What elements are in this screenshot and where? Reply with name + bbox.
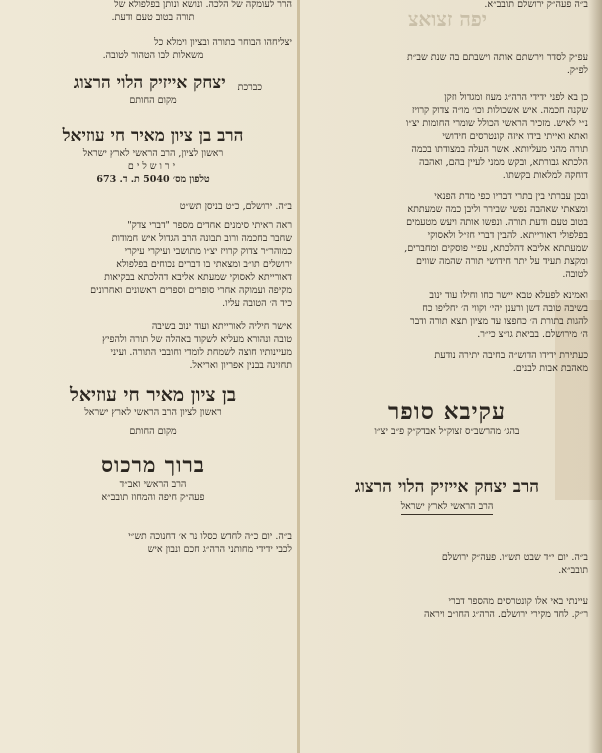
uziel-p3-line-2: טובה ונהורא מעליא לשקוד באהלה של תורה ולהפיץ <box>102 334 292 345</box>
signature-sofer-title: בהג׳ מהרשב״ס זצוק״ל אבדק״ק פ״ב יצ״ו <box>374 426 520 437</box>
sofer-p3-line-1: ובכן עברתי בין בתרי דבריו כפי מדת הפנאי <box>434 191 588 202</box>
sofer-p3-line-4: בפלפולי דאורייתא. להבין דברי חז״ל ולאסוקי <box>427 230 588 241</box>
letterhead-city: ירושלים <box>127 161 179 172</box>
letterhead-uziel-name: הרב בן ציון מאיר חי עוזיאל <box>62 126 244 146</box>
sofer-p2-line-2: שקנה חכמה. איש אשכולות וכו׳ מו״ה צדוק קרויז <box>411 105 588 116</box>
signature-uziel-title: ראשון לציון הרב הראשי לארץ ישראל <box>84 407 222 418</box>
sofer-p4-line-2: בשיבה טובה דשן ורענן יהי׳ וקווי ה׳ יחליפו כח <box>422 303 588 314</box>
letterhead-herzog-title: הרב הראשי לארץ ישראל <box>401 500 494 515</box>
letterhead-phone: טלפון מס׳ 5040 ת. ד. 673 <box>96 174 210 185</box>
sofer-p2-line-3: נ״י לאיש. מזכיר הראשי הכולל שומרי החומות יצ״ו <box>405 118 588 129</box>
left-p1-line-2: משאלות לבו הטהור לטובה. <box>102 50 204 61</box>
herzog-letter-date-2: תובב״א. <box>558 565 588 576</box>
column-divider <box>297 0 300 753</box>
herzog-letter-date: ב״ה. יום י״ד שבט תש״ו. פעה״ק ירושלם <box>441 552 588 563</box>
uziel-p3-line-3: מעיינותיו חוצה לשמחת לומדי וחובבי התורה. ועיני <box>110 347 292 358</box>
marcus-letter-date: ב״ה. יום כ״ה לחדש כסלו נר א׳ דחנוכה תש״י <box>128 531 292 542</box>
sofer-p2-line-1: כן בא לפני ידידי הרה״ג מעוז ומגדול וזקן <box>444 92 588 103</box>
uziel-p2-line-4: ירושלים תו״ב ומצאתי בו דברים נכוחים בפלפולא <box>116 259 292 270</box>
sofer-p4-line-1: ואמינא לפעלא טבא יישר כחו וחילו עוד ינוב <box>429 290 588 301</box>
left-p1-line-1: יצליחהו הבוחר בתורה ובציון וימלא כל <box>154 37 292 48</box>
sofer-p2-line-7: דוחקה למלאות בקשתו. <box>502 170 588 181</box>
sofer-p3-line-3: בטוב טעם ודעת תורה. ונפשו אותה ויעש מטעמים <box>406 217 588 228</box>
signature-uziel: בן ציון מאיר חי עוזיאל <box>69 384 237 406</box>
uziel-p2-line-5: דאורייתא לאסוקי שמעתא אליבא דהלכתא בבקיאות <box>104 272 292 283</box>
signature-marcus-title: הרב הראשי ואב״ד <box>119 479 187 490</box>
uziel-letter-date: ב״ה. ירושלם, כ״ט בניסן תש״ט <box>179 201 292 212</box>
sofer-p1-line-1: עפ״ק לסדר וירשתם אותה וישבתם בה שנת שב״ת <box>406 52 588 63</box>
herzog-p-line-2: ר״ק. לחד מקירי ירושלם. הרה״ג החו״ב ויראה <box>423 609 588 620</box>
right-top-line: ב״ה פעה״ק ירושלם תובב״א. <box>484 0 588 10</box>
right-column <box>306 0 588 621</box>
uziel-p2-line-7: כיד ה׳ הטובה עליו. <box>222 298 292 309</box>
signature-sofer: עקיבא סופר <box>388 399 506 425</box>
herzog-p-line-1: עיינתי באי אלו קונטרסים מהספר דברי <box>448 596 588 607</box>
letterhead-herzog-name: הרב יצחק אייזיק הלוי הרצוג <box>354 477 540 497</box>
sofer-p3-line-2: ומצאתי שאהבה נפשי שבירר וליבן כמה שמעתתא <box>407 204 588 215</box>
sofer-p5-line-2: מאהבת אבות לבנים. <box>512 363 588 374</box>
left-top-line-1: הרר לעומקה של הלכה. ונושא ונותן בפלפולא של <box>114 0 292 10</box>
sofer-p3-line-7: לטובה. <box>562 269 588 280</box>
uziel-p2-line-2: שחבר בחכמה ורוב תבונה הרב הגדול איש חמודות <box>111 233 292 244</box>
uziel-p3-line-1: אישר חיליה לאורייתא ועוד ינוב בשיבה <box>151 321 292 332</box>
sofer-p2-line-6: הלכתא גבורתא, ובקש ממני לעיין בהם, ואהבה <box>418 157 588 168</box>
sofer-p2-line-4: ואתא ואייתי בידו איזה קונטרסים חידושי <box>442 131 588 142</box>
sofer-p5-line-1: כעתירת ידידו הדוש״ה בחיבה יתירה נודעת <box>434 350 588 361</box>
seal-place-2: מקום החותם <box>129 426 177 437</box>
sofer-p3-line-6: ומקצת תעיד על יתר חידושי תורה שהמה שווים <box>415 256 588 267</box>
left-column <box>14 0 292 556</box>
marcus-letter-line-2: לכבי ידידי מחותני הרה״ג חכם ונבון איש <box>147 544 292 555</box>
uziel-p3-line-4: תחזינה בבנין אפריון ואריאל. <box>189 360 292 371</box>
blessing-word: כברכת <box>237 82 262 93</box>
sofer-p4-line-4: ה׳ מירושלם. בביאת גו״צ כי״ר. <box>477 329 588 340</box>
letterhead-uziel-title: ראשון לציון, הרב הראשי לארץ ישראל <box>82 148 224 159</box>
uziel-p2-line-1: ראה ראיתי סימנים אחדים מספר "דברי צדק" <box>127 220 292 231</box>
signature-herzog-left: יצחק אייזיק הלוי הרצוג <box>73 73 226 93</box>
sofer-p1-line-2: לפ״ק. <box>566 65 588 76</box>
signature-marcus: ברוך מרכוס <box>101 452 205 477</box>
uziel-p2-line-6: מקיפה ועמוקה אחרי סופרים וספרים ראשונים ואחרונים <box>90 285 292 296</box>
seal-place-1: מקום החותם <box>129 95 177 106</box>
sofer-p4-line-3: להגות בתורת ה׳ כחפצו עד מציון תצא תורה ודבר <box>410 316 588 327</box>
signature-marcus-city: פעה״ק חיפה והמחוז תובב״א <box>101 492 205 503</box>
sofer-p3-line-5: שמעתתא אליבא דהלכתא, עפ״י פוסקים ומחברים, <box>404 243 588 254</box>
faint-letterhead: יפה זצואצ <box>407 7 488 31</box>
left-top-line-2: תורה בטוב טעם ודעת. <box>111 12 195 23</box>
uziel-p2-line-3: כמוהר״ר צדוק קרויז יצ״ו מתושבי ועיקרי עיקרי <box>124 246 292 257</box>
sofer-p2-line-5: תורה מהני מעליותא. אשר העלה במצודתו בכמה <box>411 144 588 155</box>
